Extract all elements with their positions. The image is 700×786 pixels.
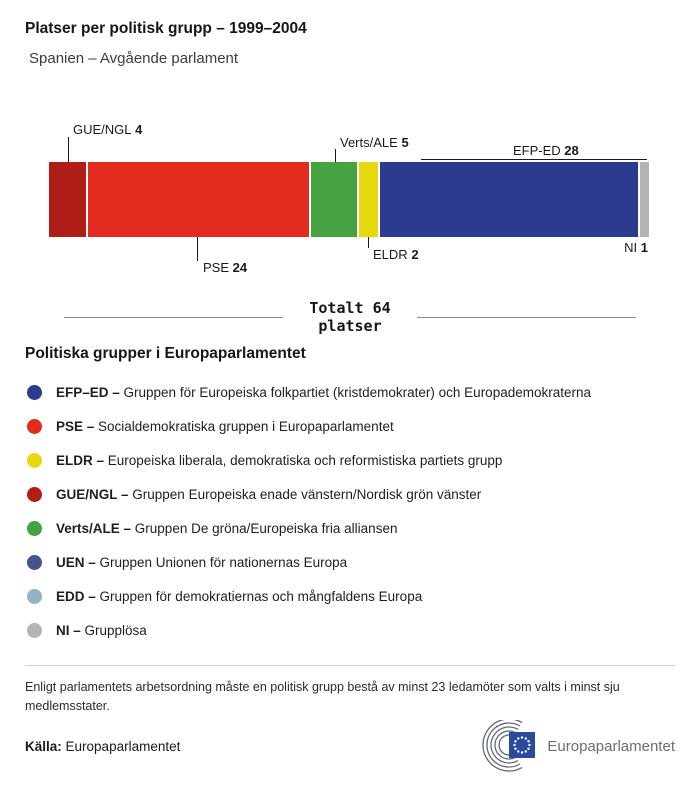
europarl-hemicycle-icon (469, 720, 541, 772)
segment-name: Verts/ALE (340, 135, 398, 150)
legend-item (25, 409, 675, 443)
segment-name: EFP-ED (513, 143, 561, 158)
legend-color-dot-icon (27, 589, 42, 604)
legend-item-abbr: PSE – (56, 418, 99, 434)
bar-segment-gue-ngl (49, 162, 86, 237)
legend-item-description: Gruppen De gröna/Europeiska fria alliansen (134, 520, 398, 536)
segment-label-ni (560, 240, 648, 255)
leader-line-eldr (368, 237, 369, 248)
legend-item-description: Gruppen för demokratiernas och mångfaldens Europa (99, 588, 423, 604)
stacked-bar (49, 162, 649, 237)
legend-item-abbr: GUE/NGL – (56, 486, 133, 502)
segment-label-gue-ngl (73, 122, 142, 137)
segment-value: 2 (411, 247, 419, 262)
legend-color-dot-icon (27, 623, 42, 638)
legend-item-text (56, 623, 147, 638)
legend-item-text (56, 453, 502, 468)
legend-item-text (56, 487, 481, 502)
legend-item-description: Socialdemokratiska gruppen i Europaparlamentet (98, 418, 394, 434)
total-seats-line1: Totalt 64 (309, 299, 391, 317)
source-line (25, 739, 180, 754)
divider-line-right (417, 317, 636, 318)
total-seats-row (64, 299, 636, 335)
legend-heading: Politiska grupper i Europaparlamentet (25, 345, 306, 362)
seats-stacked-bar-chart (0, 107, 700, 287)
legend-item (25, 511, 675, 545)
legend-item-text (56, 419, 394, 434)
legend-item-description: Gruppen Unionen för nationernas Europa (99, 554, 348, 570)
legend-color-dot-icon (27, 453, 42, 468)
legend-item-abbr: NI – (56, 622, 85, 638)
legend-item-abbr: EDD – (56, 588, 100, 604)
legend-item (25, 545, 675, 579)
segment-value: 24 (232, 260, 248, 275)
legend-item-text (56, 555, 347, 570)
legend-item (25, 443, 675, 477)
bar-segment-ni (640, 162, 649, 237)
legend-item (25, 477, 675, 511)
legend-item-abbr: UEN – (56, 554, 100, 570)
bar-segment-efp-ed (380, 162, 638, 237)
europarl-logo-text: Europaparlamentet (547, 737, 675, 755)
leader-line-verts-ale (335, 149, 336, 162)
segment-name: PSE (203, 260, 230, 275)
legend-item-text (56, 521, 397, 536)
segment-label-verts-ale (340, 135, 409, 150)
segment-value: 5 (401, 135, 409, 150)
segment-label-eldr (373, 247, 419, 262)
legend-color-dot-icon (27, 487, 42, 502)
segment-label-efp-ed (513, 143, 579, 158)
source-label: Källa: (25, 738, 62, 754)
bar-segment-verts-ale (311, 162, 357, 237)
source-text: Europaparlamentet (65, 738, 181, 754)
legend-list (25, 375, 675, 647)
footer-row (25, 720, 675, 772)
eu-flag-square (509, 732, 535, 758)
segment-name: GUE/NGL (73, 122, 132, 137)
legend-item (25, 613, 675, 647)
legend-item-text (56, 589, 422, 604)
leader-line-pse (197, 237, 198, 261)
legend-item-description: Gruppen Europeiska enade vänstern/Nordisk grön vänster (132, 486, 482, 502)
legend-color-dot-icon (27, 385, 42, 400)
europarl-logo (469, 720, 675, 772)
legend-item-description: Grupplösa (84, 622, 147, 638)
segment-value: 1 (640, 240, 648, 255)
legend-item-abbr: Verts/ALE – (56, 520, 135, 536)
legend-item-description: Gruppen för Europeiska folkpartiet (kristdemokrater) och Europademokraterna (123, 384, 592, 400)
bar-segment-eldr (359, 162, 377, 237)
segment-value: 4 (135, 122, 143, 137)
legend-item-text (56, 385, 591, 400)
bar-segment-pse (88, 162, 309, 237)
leader-line-gue-ngl (68, 137, 69, 162)
page-subtitle: Spanien – Avgående parlament (29, 50, 239, 67)
legend-color-dot-icon (27, 521, 42, 536)
legend-item (25, 375, 675, 409)
legend-color-dot-icon (27, 419, 42, 434)
total-seats-line2: platser (318, 317, 382, 335)
legend-item-abbr: EFP–ED – (56, 384, 124, 400)
legend-item-abbr: ELDR – (56, 452, 108, 468)
page-title: Platser per politisk grupp – 1999–2004 (25, 20, 307, 37)
footnote-divider (25, 665, 675, 666)
segment-name: NI (624, 240, 638, 255)
footnote-text: Enligt parlamentets arbetsordning måste en politisk grupp bestå av minst 23 ledamöter som valts i minst sju medlemsstater. (25, 680, 620, 713)
legend-item-description: Europeiska liberala, demokratiska och reformistiska partiets grupp (107, 452, 503, 468)
segment-label-pse (203, 260, 247, 275)
segment-value: 28 (564, 143, 579, 158)
divider-line-left (64, 317, 283, 318)
legend-color-dot-icon (27, 555, 42, 570)
legend-item (25, 579, 675, 613)
leader-line-efp-ed (421, 159, 647, 160)
total-seats-label (283, 299, 416, 335)
segment-name: ELDR (373, 247, 408, 262)
